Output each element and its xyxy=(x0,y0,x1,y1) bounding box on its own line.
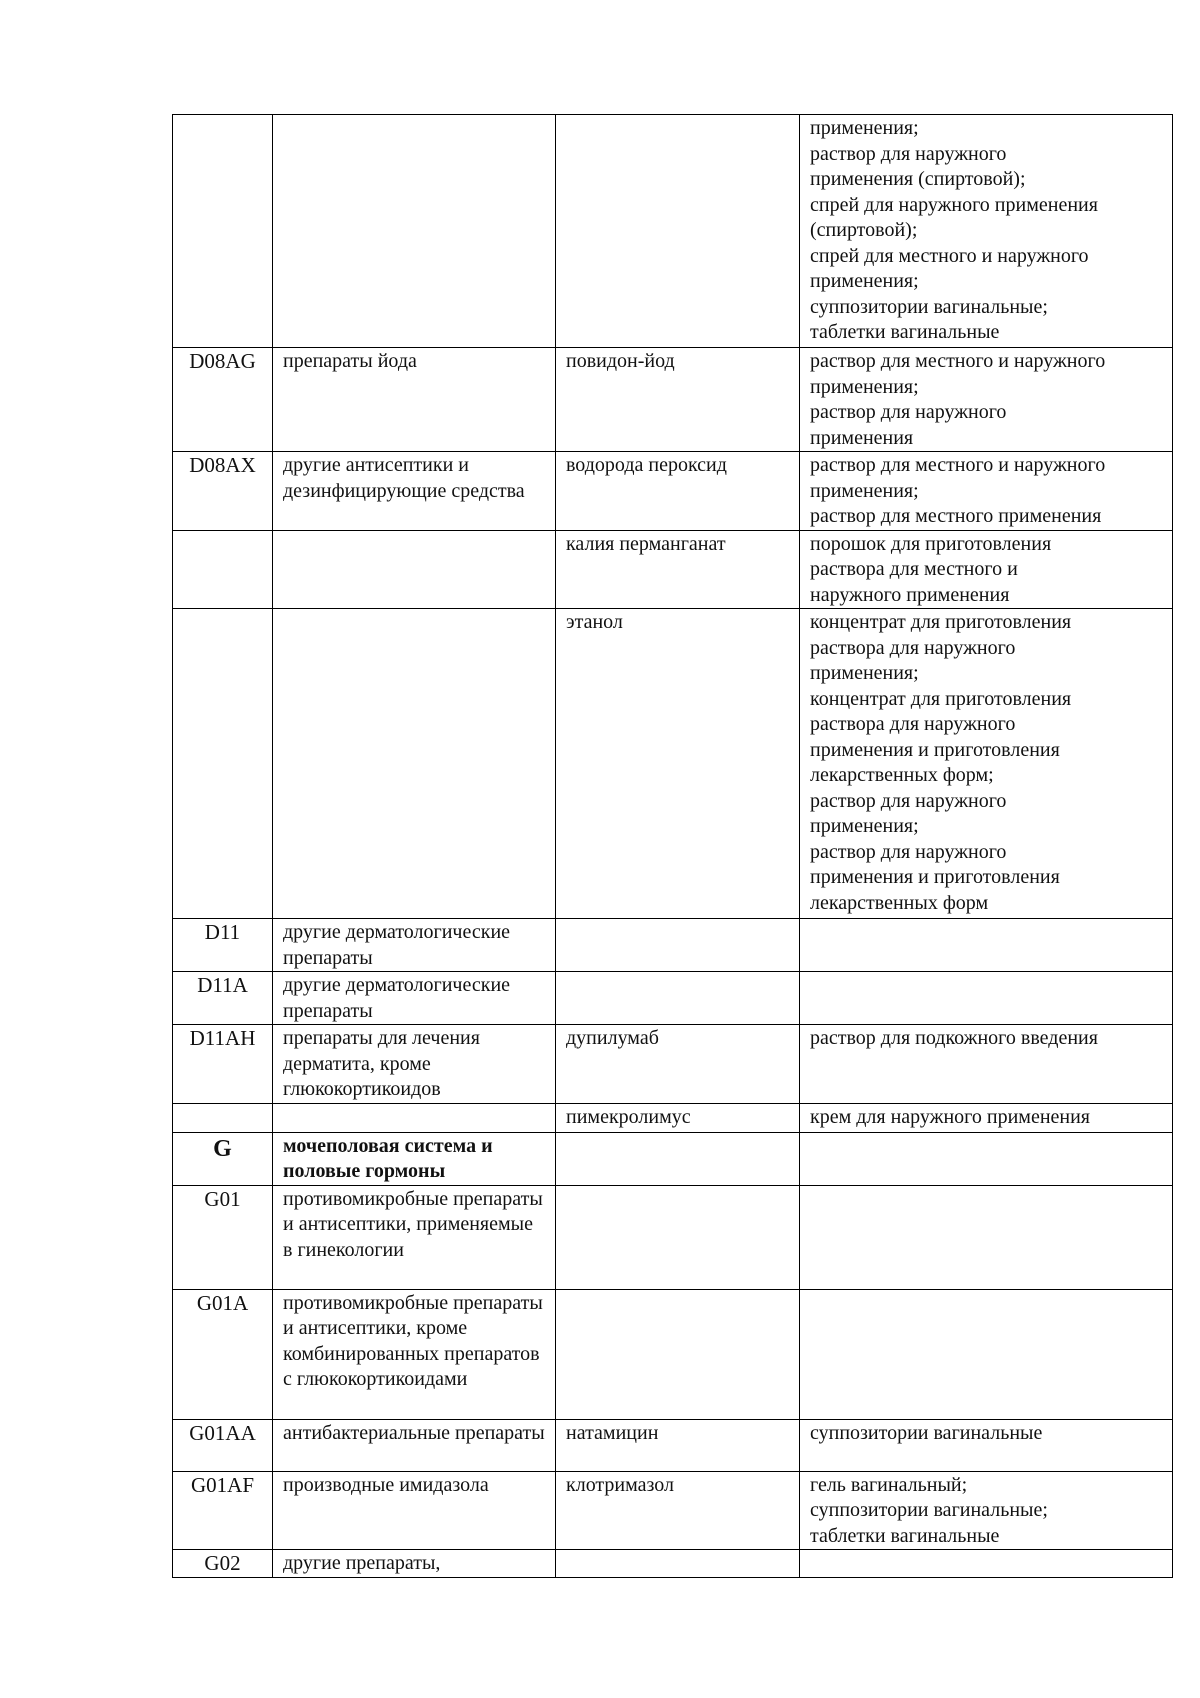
atc-group-text: антибактериальные препараты xyxy=(283,1421,545,1444)
drug-name-cell: водорода пероксид xyxy=(556,452,800,531)
atc-code-cell xyxy=(173,1103,273,1132)
atc-group-cell xyxy=(273,115,556,348)
table-row xyxy=(173,1185,1173,1289)
atc-code-cell xyxy=(173,609,273,919)
atc-group-cell xyxy=(273,919,556,972)
table-row xyxy=(173,1103,1173,1132)
atc-group-cell: другие препараты, xyxy=(273,1550,556,1578)
dosage-form-line: раствор для местного и наружного xyxy=(810,350,1106,372)
atc-group-cell xyxy=(273,530,556,609)
dosage-form-line: применения и приготовления xyxy=(810,738,1060,761)
atc-code-cell: G02 xyxy=(173,1550,273,1578)
atc-code-cell: D11 xyxy=(173,919,273,972)
dosage-form-line: применения и приготовления xyxy=(810,866,1060,888)
atc-group-cell xyxy=(273,452,556,531)
atc-group-text: противомикробные препараты и антисептики, кроме комбинированных препаратов с глюкокортикоидами xyxy=(283,1291,543,1390)
dosage-forms-cell xyxy=(800,972,1173,1025)
table-row xyxy=(173,972,1173,1025)
dosage-form-line: раствор для наружного xyxy=(810,840,1007,863)
atc-code-cell: G01 xyxy=(173,1185,273,1289)
dosage-form-line: применения; xyxy=(810,117,919,139)
dosage-form-line: концентрат для приготовления xyxy=(810,611,1072,633)
dosage-form-line: раствора для местного и xyxy=(810,558,1018,580)
dosage-forms-cell xyxy=(800,1103,1173,1132)
drug-name-cell: повидон-йод xyxy=(556,348,800,452)
atc-group-text: препараты для лечения дерматита, кроме глюкокортикоидов xyxy=(283,1027,480,1100)
drug-name-cell: натамицин xyxy=(556,1419,800,1471)
dosage-form-line: гель вагинальный; xyxy=(810,1473,968,1496)
dosage-form-line: порошок для приготовления xyxy=(810,532,1052,555)
drug-name-cell xyxy=(556,972,800,1025)
dosage-form-line: спрей для наружного применения xyxy=(810,193,1098,216)
atc-group-cell xyxy=(273,972,556,1025)
atc-group-text: противомикробные препараты и антисептики, применяемые в гинекологии xyxy=(283,1187,543,1261)
atc-code-cell: G01AA xyxy=(173,1419,273,1471)
dosage-form-line: применения (спиртовой); xyxy=(810,168,1026,190)
drug-name-cell xyxy=(556,115,800,348)
table-body xyxy=(173,115,1173,1578)
atc-group-text: другие антисептики и дезинфицирующие средства xyxy=(283,454,525,502)
dosage-form-line: раствора для наружного xyxy=(810,636,1016,659)
atc-group-cell xyxy=(273,1289,556,1419)
table-row xyxy=(173,115,1173,348)
dosage-form-line: раствор для наружного xyxy=(810,789,1007,812)
dosage-form-line: раствор для местного применения xyxy=(810,505,1102,527)
table-row xyxy=(173,1289,1173,1419)
atc-group-cell xyxy=(273,609,556,919)
atc-group-cell xyxy=(273,1419,556,1471)
dosage-form-line: суппозитории вагинальные; xyxy=(810,295,1048,318)
table-row xyxy=(173,348,1173,452)
drug-name-cell xyxy=(556,1550,800,1578)
atc-group-cell xyxy=(273,1132,556,1185)
atc-group-text: другие дерматологические препараты xyxy=(283,974,511,1022)
atc-code-cell: D08AX xyxy=(173,452,273,531)
dosage-forms-cell xyxy=(800,1550,1173,1578)
dosage-form-line: раствор для наружного xyxy=(810,401,1007,423)
dosage-form-line: раствор для местного и наружного xyxy=(810,454,1106,476)
table-row xyxy=(173,609,1173,919)
table-row xyxy=(173,530,1173,609)
table-row xyxy=(173,1550,1173,1578)
atc-code-cell: G xyxy=(173,1132,273,1185)
dosage-form-line: наружного применения xyxy=(810,583,1010,606)
dosage-forms-cell xyxy=(800,452,1173,531)
dosage-form-line: спрей для местного и наружного xyxy=(810,244,1089,267)
dosage-form-line: раствора для наружного xyxy=(810,713,1016,735)
dosage-form-line: применения; xyxy=(810,375,919,398)
table-row xyxy=(173,1419,1173,1471)
drug-name-cell: пимекролимус xyxy=(556,1103,800,1132)
dosage-forms-cell xyxy=(800,1132,1173,1185)
dosage-form-line: раствор для подкожного введения xyxy=(810,1027,1098,1049)
atc-code-cell: D11AH xyxy=(173,1025,273,1104)
atc-code-cell: D11A xyxy=(173,972,273,1025)
dosage-forms-cell xyxy=(800,1289,1173,1419)
dosage-form-line: суппозитории вагинальные; xyxy=(810,1499,1048,1521)
dosage-form-line: концентрат для приготовления xyxy=(810,687,1072,710)
atc-code-cell: D08AG xyxy=(173,348,273,452)
table-row xyxy=(173,1132,1173,1185)
dosage-forms-cell xyxy=(800,115,1173,348)
atc-group-cell xyxy=(273,1025,556,1104)
drug-name-cell xyxy=(556,919,800,972)
table-row xyxy=(173,1471,1173,1550)
dosage-form-line: применения xyxy=(810,426,914,449)
drug-name-cell: клотримазол xyxy=(556,1471,800,1550)
atc-group-cell xyxy=(273,1103,556,1132)
atc-code-cell xyxy=(173,530,273,609)
dosage-forms-cell xyxy=(800,1419,1173,1471)
atc-group-cell: производные имидазола xyxy=(273,1471,556,1550)
dosage-forms-cell xyxy=(800,609,1173,919)
drug-name-cell xyxy=(556,1132,800,1185)
table-row xyxy=(173,919,1173,972)
drug-list-table xyxy=(172,114,1173,1578)
dosage-form-line: раствор для наружного xyxy=(810,142,1007,165)
dosage-form-line: лекарственных форм xyxy=(810,891,989,914)
dosage-forms-cell xyxy=(800,1471,1173,1550)
atc-group-cell: препараты йода xyxy=(273,348,556,452)
dosage-forms-cell xyxy=(800,1025,1173,1104)
drug-name-cell: этанол xyxy=(556,609,800,919)
dosage-form-line: применения; xyxy=(810,270,919,292)
table-row xyxy=(173,1025,1173,1104)
dosage-form-line: суппозитории вагинальные xyxy=(810,1421,1043,1444)
atc-code-cell: G01A xyxy=(173,1289,273,1419)
dosage-form-line: применения; xyxy=(810,662,919,684)
dosage-form-line: таблетки вагинальные xyxy=(810,321,1000,343)
dosage-form-line: крем для наружного применения xyxy=(810,1105,1091,1128)
table-row xyxy=(173,452,1173,531)
dosage-form-line: лекарственных форм; xyxy=(810,764,994,786)
dosage-forms-cell xyxy=(800,530,1173,609)
atc-group-cell xyxy=(273,1185,556,1289)
drug-name-cell: дупилумаб xyxy=(556,1025,800,1104)
drug-name-cell xyxy=(556,1289,800,1419)
dosage-forms-cell xyxy=(800,348,1173,452)
dosage-form-line: применения; xyxy=(810,479,919,502)
atc-group-text: мочеполовая система и половые гормоны xyxy=(283,1134,493,1182)
dosage-forms-cell xyxy=(800,919,1173,972)
atc-group-text: другие дерматологические препараты xyxy=(283,921,511,969)
atc-code-cell xyxy=(173,115,273,348)
dosage-form-line: применения; xyxy=(810,815,919,837)
dosage-form-line: таблетки вагинальные xyxy=(810,1524,1000,1547)
drug-name-cell xyxy=(556,1185,800,1289)
dosage-form-line: (спиртовой); xyxy=(810,219,918,241)
drug-name-cell: калия перманганат xyxy=(556,530,800,609)
dosage-forms-cell xyxy=(800,1185,1173,1289)
atc-code-cell: G01AF xyxy=(173,1471,273,1550)
